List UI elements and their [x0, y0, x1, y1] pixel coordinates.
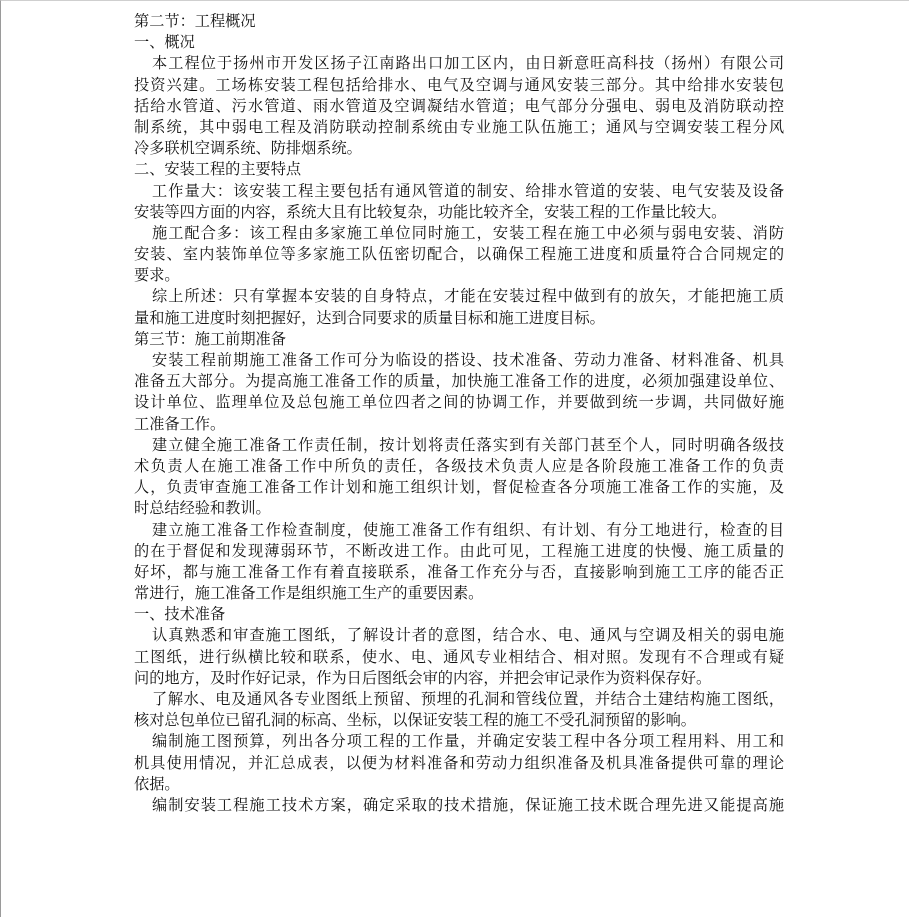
subsection-heading: 一、概况: [134, 33, 195, 52]
paragraph-line: 投资兴建。工场栋安装工程包括给排水、电气及空调与通风安装三部分。其中给排水安装包: [134, 75, 784, 94]
paragraph-line: 问的地方，及时作好记录，作为日后图纸会审的内容，并把会审记录作为资料保存好。: [134, 668, 712, 687]
paragraph-line: 建立健全施工准备工作责任制，按计划将责任落实到有关部门甚至个人，同时明确各级技: [152, 435, 784, 454]
paragraph-line: 工作量大：该安装工程主要包括有通风管道的制安、给排水管道的安装、电气安装及设备: [152, 181, 784, 200]
paragraph-line: 综上所述：只有掌握本安装的自身特点，才能在安装过程中做到有的放矢，才能把施工质: [152, 287, 784, 306]
paragraph-line: 依据。: [134, 774, 180, 793]
paragraph-line: 安装工程前期施工准备工作可分为临设的搭设、技术准备、劳动力准备、材料准备、机具: [152, 351, 784, 369]
paragraph-line: 时总结经验和教训。: [134, 499, 271, 518]
paragraph-line: 人，负责审查施工准备工作计划和施工组织计划，督促检查各分项施工准备工作的实施，及: [134, 478, 784, 497]
section-heading: 第三节：施工前期准备: [134, 329, 286, 348]
paragraph-line: 要求。: [134, 266, 180, 285]
paragraph-line: 了解水、电及通风各专业图纸上预留、预埋的孔洞和管线位置，并结合土建结构施工图纸，: [152, 690, 784, 708]
subsection-heading: 二、安装工程的主要特点: [134, 160, 302, 179]
paragraph-line: 机具使用情况，并汇总成表，以便为材料准备和劳动力组织准备及机具准备提供可靠的理论: [134, 753, 784, 772]
paragraph-line: 制系统，其中弱电工程及消防联动控制系统由专业施工队伍施工；通风与空调安装工程分风: [134, 117, 784, 136]
paragraph-line: 工图纸，进行纵横比较和联系，使水、电、通风专业相结合、相对照。发现有不合理或有疑: [134, 647, 784, 666]
paragraph-line: 本工程位于扬州市开发区扬子江南路出口加工区内，由日新意旺高科技（扬州）有限公司: [152, 54, 784, 73]
paragraph-line: 的在于督促和发现薄弱环节，不断改进工作。由此可见，工程施工进度的快慢、施工质量的: [134, 541, 784, 560]
paragraph-line: 量和施工进度时刻把握好，达到合同要求的质量目标和施工进度目标。: [134, 308, 605, 327]
paragraph-line: 编制施工图预算，列出各分项工程的工作量，并确定安装工程中各分项工程用料、用工和: [152, 732, 784, 751]
paragraph-line: 好坏，都与施工准备工作有着直接联系，准备工作充分与否，直接影响到施工工序的能否正: [134, 562, 784, 581]
paragraph-line: 冷多联机空调系统、防排烟系统。: [134, 139, 362, 158]
paragraph-line: 术负责人在施工准备工作中所负的责任，各级技术负责人应是各阶段施工准备工作的负责: [134, 456, 784, 475]
paragraph-line: 建立施工准备工作检查制度，使施工准备工作有组织、有计划、有分工地进行，检查的目: [152, 520, 784, 539]
subsection-heading: 一、技术准备: [134, 605, 226, 624]
paragraph-line: 核对总包单位已留孔洞的标高、坐标，以保证安装工程的施工不受孔洞预留的影响。: [134, 711, 696, 730]
section-heading: 第二节：工程概况: [134, 12, 256, 30]
paragraph-line: 编制安装工程施工技术方案，确定采取的技术措施，保证施工技术既合理先进又能提高施: [152, 795, 784, 814]
paragraph-line: 工准备工作。: [134, 414, 226, 433]
paragraph-line: 认真熟悉和审查施工图纸，了解设计者的意图，结合水、电、通风与空调及相关的弱电施: [152, 626, 784, 645]
paragraph-line: 安装等四方面的内容，系统大且有比较复杂，功能比较齐全，安装工程的工作量比较大。: [134, 202, 727, 221]
paragraph-line: 括给水管道、污水管道、雨水管道及空调凝结水管道；电气部分分强电、弱电及消防联动控: [134, 96, 784, 115]
document-body: [134, 11, 784, 816]
paragraph-line: 准备五大部分。为提高施工准备工作的质量，加快施工准备工作的进度，必须加强建设单位、: [134, 372, 784, 391]
paragraph-line: 施工配合多：该工程由多家施工单位同时施工，安装工程在施工中必须与弱电安装、消防: [152, 223, 784, 242]
paragraph-line: 常进行，施工准备工作是组织施工生产的重要因素。: [134, 584, 484, 603]
paragraph-line: 设计单位、监理单位及总包施工单位四者之间的协调工作，并要做到统一步调，共同做好施: [134, 393, 784, 412]
paragraph-line: 安装、室内装饰单位等多家施工队伍密切配合，以确保工程施工进度和质量符合合同规定的: [134, 245, 784, 264]
